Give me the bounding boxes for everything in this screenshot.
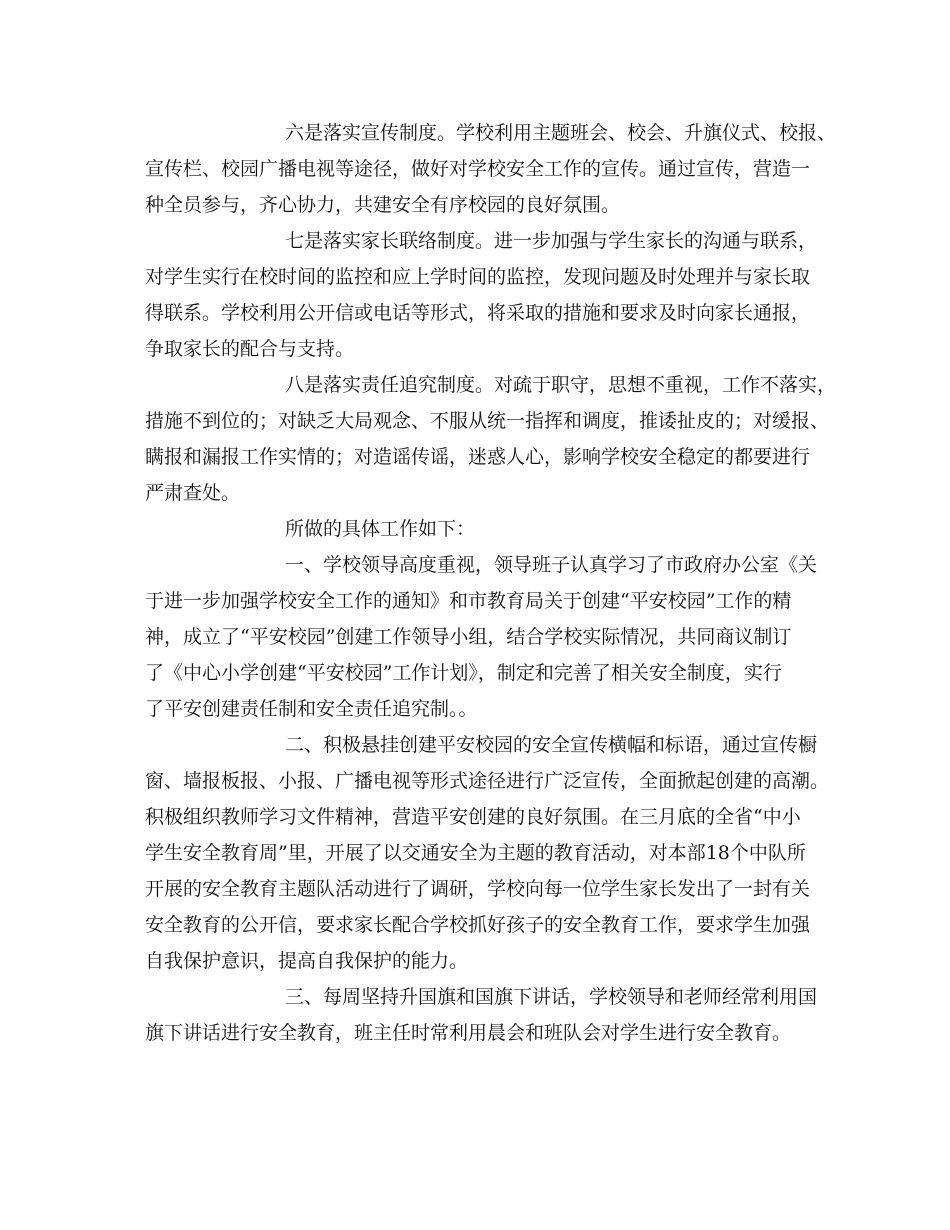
paragraph-8-line-1: 八是落实责任追究制度。对疏于职守，思想不重视，工作不落实，	[285, 374, 837, 396]
paragraph-7-line-2: 对学生实行在校时间的监控和应上学时间的监控，发现问题及时处理并与家长取	[145, 266, 811, 288]
paragraph-6-line-1: 六是落实宣传制度。学校利用主题班会、校会、升旗仪式、校报、	[285, 122, 837, 144]
paragraph-8-line-3: 瞒报和漏报工作实情的；对造谣传谣，迷惑人心，影响学校安全稳定的都要进行	[145, 446, 811, 468]
item-2-line-7: 自我保护意识，提高自我保护的能力。	[145, 950, 469, 972]
work-intro-line: 所做的具体工作如下：	[285, 518, 476, 540]
paragraph-6-line-2: 宣传栏、校园广播电视等途径，做好对学校安全工作的宣传。通过宣传，营造一	[145, 158, 811, 180]
item-2-line-5: 开展的安全教育主题队活动进行了调研，学校向每一位学生家长发出了一封有关	[145, 878, 811, 900]
paragraph-8-line-4: 严肃查处。	[145, 482, 241, 504]
paragraph-7-line-1: 七是落实家长联络制度。进一步加强与学生家长的沟通与联系，	[285, 230, 818, 252]
item-1-line-2: 于进一步加强学校安全工作的通知》和市教育局关于创建“平安校园”工作的精	[145, 590, 792, 612]
item-3-line-1: 三、每周坚持升国旗和国旗下讲话，学校领导和老师经常利用国	[285, 986, 818, 1008]
paragraph-8-line-2: 措施不到位的；对缺乏大局观念、不服从统一指挥和调度，推诿扯皮的；对缓报、	[145, 410, 830, 432]
paragraph-7-line-3: 得联系。学校利用公开信或电话等形式，将采取的措施和要求及时向家长通报，	[145, 302, 811, 324]
item-2-line-6: 安全教育的公开信，要求家长配合学校抓好孩子的安全教育工作，要求学生加强	[145, 914, 811, 936]
item-2-line-1: 二、积极悬挂创建平安校园的安全宣传横幅和标语，通过宣传橱	[285, 734, 818, 756]
item-2-line-3: 积极组织教师学习文件精神，营造平安创建的良好氛围。在三月底的全省“中小	[145, 806, 801, 828]
paragraph-6-line-3: 种全员参与，齐心协力，共建安全有序校园的良好氛围。	[145, 194, 621, 216]
item-2-line-2: 窗、墙报板报、小报、广播电视等形式途径进行广泛宣传，全面掀起创建的高潮。	[145, 770, 830, 792]
item-1-line-3: 神，成立了“平安校园”创建工作领导小组，结合学校实际情况，共同商议制订	[145, 626, 792, 648]
item-3-line-2: 旗下讲话进行安全教育，班主任时常利用晨会和班队会对学生进行安全教育。	[145, 1022, 792, 1044]
paragraph-7-line-4: 争取家长的配合与支持。	[145, 338, 355, 360]
item-1-line-4: 了《中心小学创建“平安校园”工作计划》，制定和完善了相关安全制度，实行	[145, 662, 782, 684]
item-2-line-4: 学生安全教育周”里，开展了以交通安全为主题的教育活动，对本部18个中队所	[145, 842, 806, 864]
item-1-line-1: 一、学校领导高度重视，领导班子认真学习了市政府办公室《关	[285, 554, 818, 576]
item-1-line-5: 了平安创建责任制和安全责任追究制。。	[145, 698, 478, 720]
